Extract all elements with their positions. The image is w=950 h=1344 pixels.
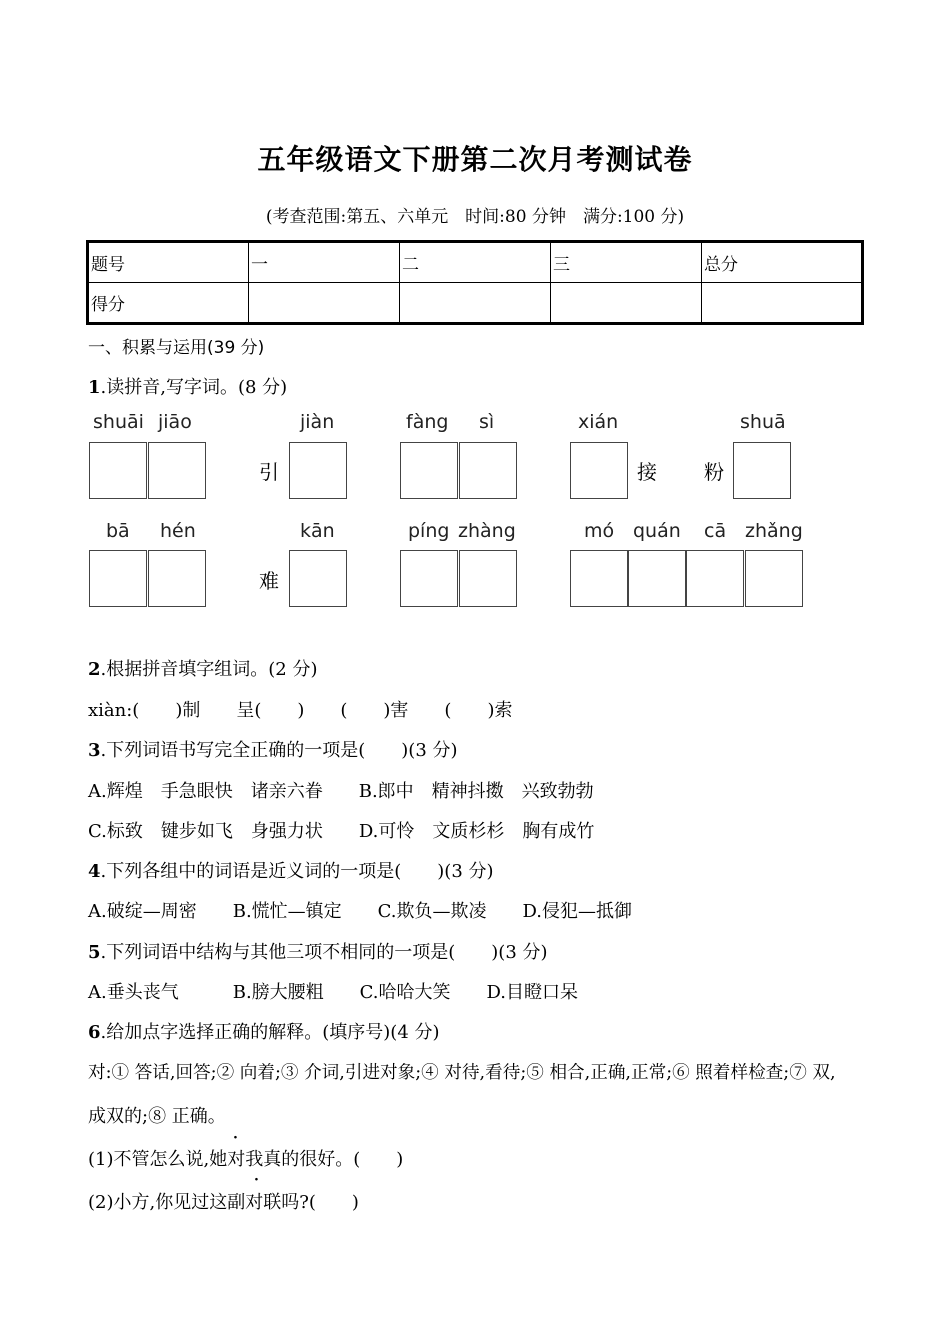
pinyin: jiāo [158,411,192,433]
header-cell: 三 [551,242,702,283]
header-cell: 二 [400,242,551,283]
question-1 [88,373,287,399]
given-char: 接 [637,460,657,484]
answer-box[interactable] [400,442,458,499]
pinyin: kān [300,520,335,542]
q2-fill-line: xiàn:( )制 呈( ) ( )害 ( )索 [88,700,513,721]
section-heading: 一、积累与运用(39 分) [88,338,265,358]
question-text: .下列词语中结构与其他三项不相同的一项是( )(3 分) [100,942,548,963]
question-number: 3 [88,740,101,761]
score-cell[interactable] [249,283,400,324]
answer-box[interactable] [89,550,147,607]
score-table-score-row [88,283,863,324]
answer-box[interactable] [289,550,347,607]
pinyin: sì [479,411,495,433]
q6-sentence-2: (2)小方,你见过这副对联吗?( ) [88,1192,359,1213]
given-char: 粉 [704,460,724,484]
pinyin: shuā [740,411,786,433]
question-3 [88,736,458,762]
question-text: .根据拼音填字组词。(2 分) [100,659,318,680]
q6-definitions-cont: 成双的;⑧ 正确。 [88,1106,226,1127]
pinyin: quán [633,520,681,542]
pinyin: mó [584,520,615,542]
pinyin: zhàng [458,520,516,542]
answer-box[interactable] [148,442,206,499]
exam-info: (考查范围:第五、六单元 时间:80 分钟 满分:100 分) [265,207,685,227]
pinyin: zhǎng [745,520,803,542]
pinyin: píng [408,520,450,542]
answer-box[interactable] [459,550,517,607]
emphasis-dot: · [233,1130,238,1146]
question-number: 4 [88,861,101,882]
answer-box[interactable] [400,550,458,607]
q5-options: A.垂头丧气 B.膀大腰粗 C.哈哈大笑 D.目瞪口呆 [88,982,579,1003]
question-2 [88,655,317,681]
score-table [86,240,864,325]
score-cell[interactable] [551,283,702,324]
pinyin: xián [578,411,619,433]
q3-options-ab: A.辉煌 手急眼快 诸亲六眷 B.郎中 精神抖擞 兴致勃勃 [88,781,594,802]
q4-options: A.破绽—周密 B.慌忙—镇定 C.欺负—欺凌 D.侵犯—抵御 [88,901,633,922]
q3-options-cd: C.标致 键步如飞 身强力状 D.可怜 文质杉杉 胸有成竹 [88,821,595,842]
header-cell: 总分 [702,242,863,283]
header-cell: 一 [249,242,400,283]
pinyin: fàng [406,411,449,433]
answer-box[interactable] [745,550,803,607]
question-number: 1 [88,377,101,398]
pinyin: bā [106,520,130,542]
question-number: 2 [88,659,101,680]
row-label: 得分 [88,283,249,324]
given-char: 难 [259,569,279,593]
answer-box[interactable] [570,442,628,499]
score-cell[interactable] [400,283,551,324]
answer-box[interactable] [733,442,791,499]
answer-box[interactable] [148,550,206,607]
header-cell: 题号 [88,242,249,283]
pinyin: shuāi [93,411,144,433]
answer-box[interactable] [459,442,517,499]
answer-box[interactable] [570,550,628,607]
question-number: 6 [88,1022,101,1043]
given-char: 引 [259,460,279,484]
score-table-header-row [88,242,863,283]
question-number: 5 [88,942,101,963]
pinyin: hén [160,520,196,542]
question-5 [88,938,548,964]
answer-box[interactable] [628,550,686,607]
pinyin: jiàn [300,411,335,433]
score-cell[interactable] [702,283,863,324]
question-text: .给加点字选择正确的解释。(填序号)(4 分) [100,1022,440,1043]
question-text: .读拼音,写字词。(8 分) [100,377,288,398]
answer-box[interactable] [686,550,744,607]
emphasis-dot: · [254,1172,259,1188]
question-text: .下列各组中的词语是近义词的一项是( )(3 分) [100,861,494,882]
answer-box[interactable] [289,442,347,499]
question-text: .下列词语书写完全正确的一项是( )(3 分) [100,740,458,761]
question-6 [88,1018,440,1044]
answer-box[interactable] [89,442,147,499]
pinyin: cā [704,520,727,542]
q6-definitions: 对:① 答话,回答;② 向着;③ 介词,引进对象;④ 对待,看待;⑤ 相合,正确,正常;⑥ 照着样检查;⑦ 双, [88,1063,836,1083]
q6-sentence-1: (1)不管怎么说,她对我真的很好。( ) [88,1149,404,1170]
page-title: 五年级语文下册第二次月考测试卷 [257,143,693,176]
question-4 [88,857,494,883]
